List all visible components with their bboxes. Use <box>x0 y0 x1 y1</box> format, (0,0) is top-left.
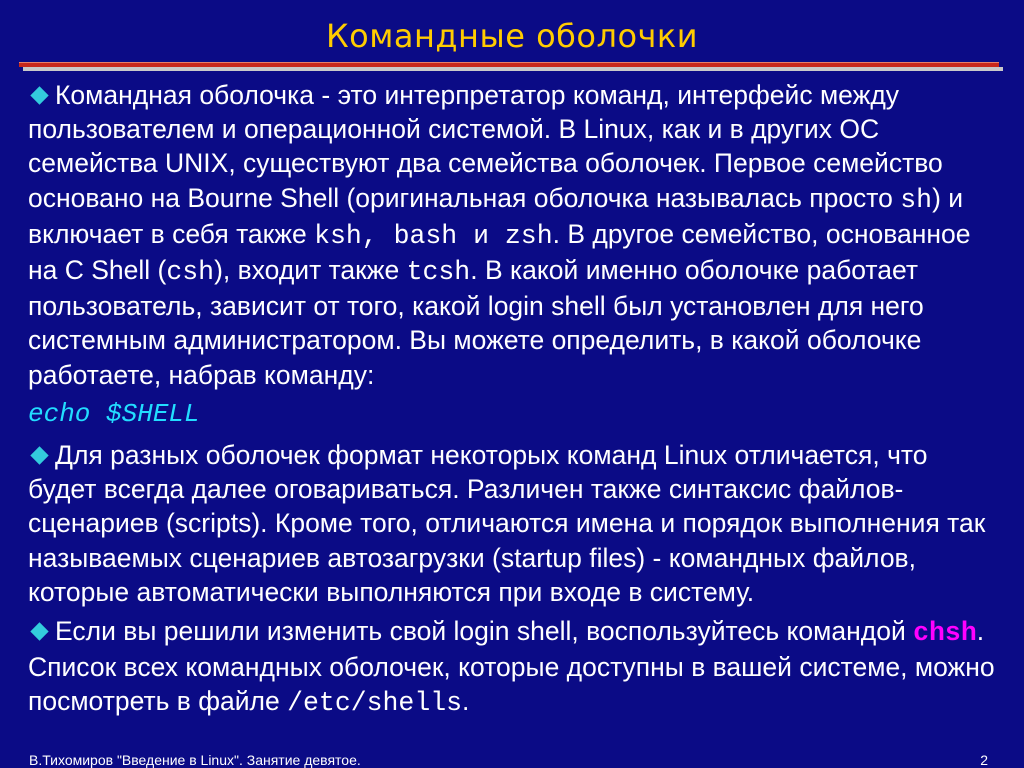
code-example-echo-shell: echo $SHELL <box>28 398 200 429</box>
p1-text-3: . В другое семейство, основанное на C Shell ( <box>28 218 971 286</box>
diamond-bullet-icon <box>30 446 48 464</box>
path-etc-shells: /etc/shells <box>287 688 463 719</box>
diamond-bullet-icon <box>30 86 48 104</box>
title-divider <box>19 62 1005 74</box>
p1-text-2: ) и включает в себя также <box>28 182 964 249</box>
p1-code-shells: ksh, bash и zsh <box>314 220 553 251</box>
divider-shadow <box>23 67 1003 71</box>
p1-code-sh: sh <box>900 184 933 215</box>
diamond-bullet-icon <box>30 622 48 640</box>
p1-text-1: Командная оболочка - это интерпретатор команд, интерфейс между пользователем и операционной системой. В Linux, как и в других ОС семейства UNIX, существуют два семейства оболочек. Первое семейство основано на Bourne Shell (оригинальная оболочка называлась просто <box>28 80 943 213</box>
paragraph-shell-differences <box>28 438 1000 609</box>
p1-text-5: . В какой именно оболочке работает пользователь, зависит от того, какой login shell был установлен для него системным администратором. Вы можете определить, в какой оболочке работаете, набрав команду: <box>28 255 924 390</box>
p1-code-tcsh: tcsh <box>406 257 471 288</box>
paragraph-shells-intro <box>28 78 1000 392</box>
p3-text-3: . <box>462 686 470 717</box>
slide-body <box>28 78 1000 726</box>
p3-text-2: . Список всех командных оболочек, которые доступны в вашей системе, можно посмотреть в файле <box>28 616 995 717</box>
page-number: 2 <box>980 752 988 768</box>
slide-title: Командные оболочки <box>325 17 699 55</box>
p1-code-csh: csh <box>166 257 215 288</box>
p3-text-1: Если вы решили изменить свой login shell, воспользуйтесь командой <box>55 616 914 647</box>
footer-course-title: В.Тихомиров "Введение в Linux". Занятие девятое. <box>29 752 361 768</box>
paragraph-change-shell <box>28 614 1000 721</box>
divider-line <box>19 62 999 67</box>
p1-text-4: ), входит также <box>214 255 407 286</box>
command-chsh: chsh <box>913 618 977 649</box>
p2-text: Для разных оболочек формат некоторых команд Linux отличается, что будет всегда далее оговариваться. Различен также синтаксис файлов-сценариев (scripts). Кроме того, отличаются имена и порядок выполнения так называемых сценариев автозагрузки (startup files) - командных файлов, которые автоматически выполняются при входе в систему. <box>28 440 986 607</box>
